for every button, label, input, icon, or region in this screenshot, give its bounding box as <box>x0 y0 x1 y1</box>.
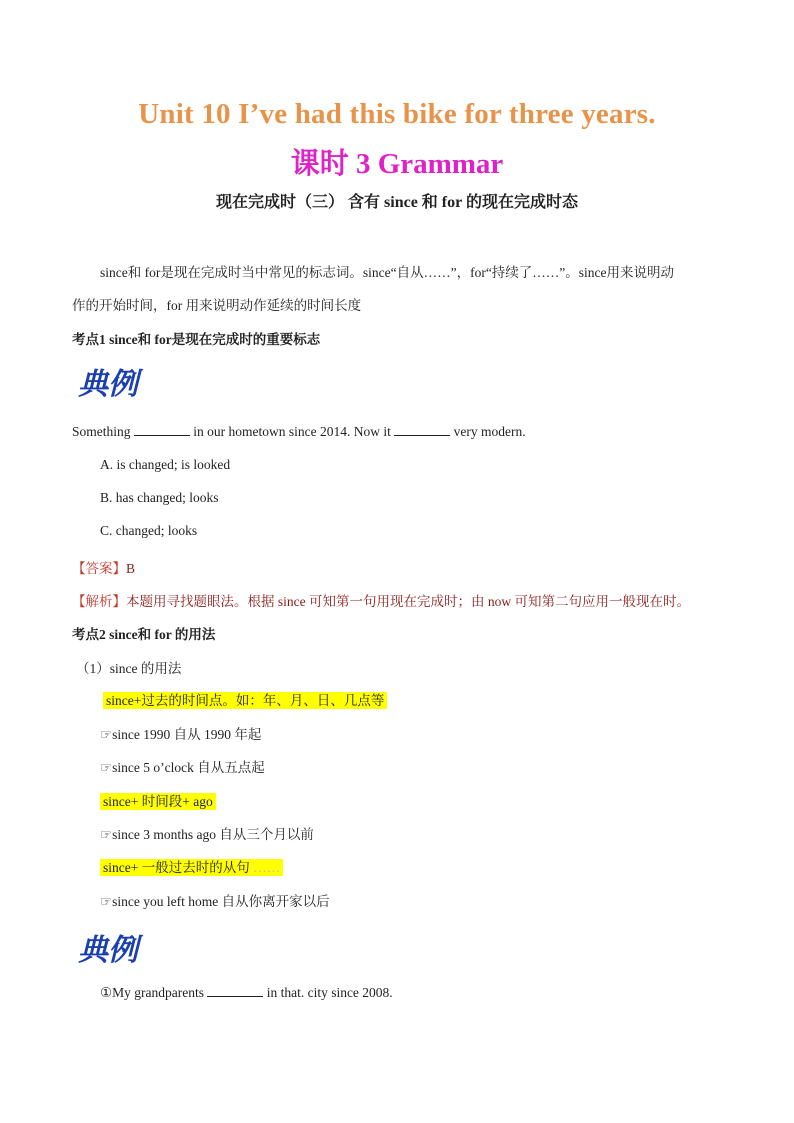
example-stamp-icon <box>76 364 150 405</box>
answer-blank <box>207 995 263 997</box>
intro-line-2: 作的开始时间，for 用来说明动作延续的时间长度 <box>72 298 362 313</box>
example-since-left-home: ☞since you left home 自从你离开家以后 <box>100 894 330 909</box>
answer-blank <box>394 434 450 436</box>
analysis-line <box>72 590 690 610</box>
lesson-title: 课时 3 Grammar <box>290 148 504 180</box>
answer-label: 【答案】 <box>72 561 126 576</box>
answer-value: B <box>126 561 136 576</box>
example-stamp-text: 典例 <box>78 933 138 966</box>
example-since-3-months: ☞since 3 months ago 自从三个月以前 <box>100 827 314 842</box>
rule-since-clause: since+ 一般过去时的从句 …… <box>100 856 283 876</box>
rule-since-time-point: since+过去的时间点。如：年、月、日、几点等 <box>103 689 387 709</box>
option-b: B. has changed; looks <box>100 490 219 505</box>
option-a: A. is changed; is looked <box>100 457 231 472</box>
question-2-1: ①My grandparents in that. city since 2008. <box>100 985 393 1000</box>
grammar-subtitle: 现在完成时（三） 含有 since 和 for 的现在完成时态 <box>216 194 578 211</box>
point-1-heading: 考点1 since和 for是现在完成时的重要标志 <box>72 332 321 347</box>
example-stamp-icon <box>76 930 150 971</box>
rule-since-period-ago: since+ 时间段+ ago <box>100 790 216 810</box>
answer-blank <box>134 434 190 436</box>
since-usage-heading: （1）since 的用法 <box>76 661 182 676</box>
intro-line-1: since和 for是现在完成时当中常见的标志词。since“自从……”，for“持续了……”。since用来说明动 <box>100 265 675 280</box>
analysis-text: 本题用寻找题眼法。根据 since 可知第一句用现在完成时；由 now 可知第二句应用一般现在时。 <box>126 594 690 609</box>
point-2-heading: 考点2 since和 for 的用法 <box>72 627 216 642</box>
unit-title: Unit 10 I’ve had this bike for three years. <box>138 98 656 130</box>
example-stamp-text: 典例 <box>78 367 138 400</box>
answer-line <box>72 557 135 577</box>
question-1: Something in our hometown since 2014. Now it very modern. <box>72 424 526 439</box>
example-since-5-oclock: ☞since 5 o’clock 自从五点起 <box>100 760 265 775</box>
option-c: C. changed; looks <box>100 523 198 538</box>
example-since-1990: ☞since 1990 自从 1990 年起 <box>100 727 262 742</box>
analysis-label: 【解析】 <box>72 594 126 609</box>
